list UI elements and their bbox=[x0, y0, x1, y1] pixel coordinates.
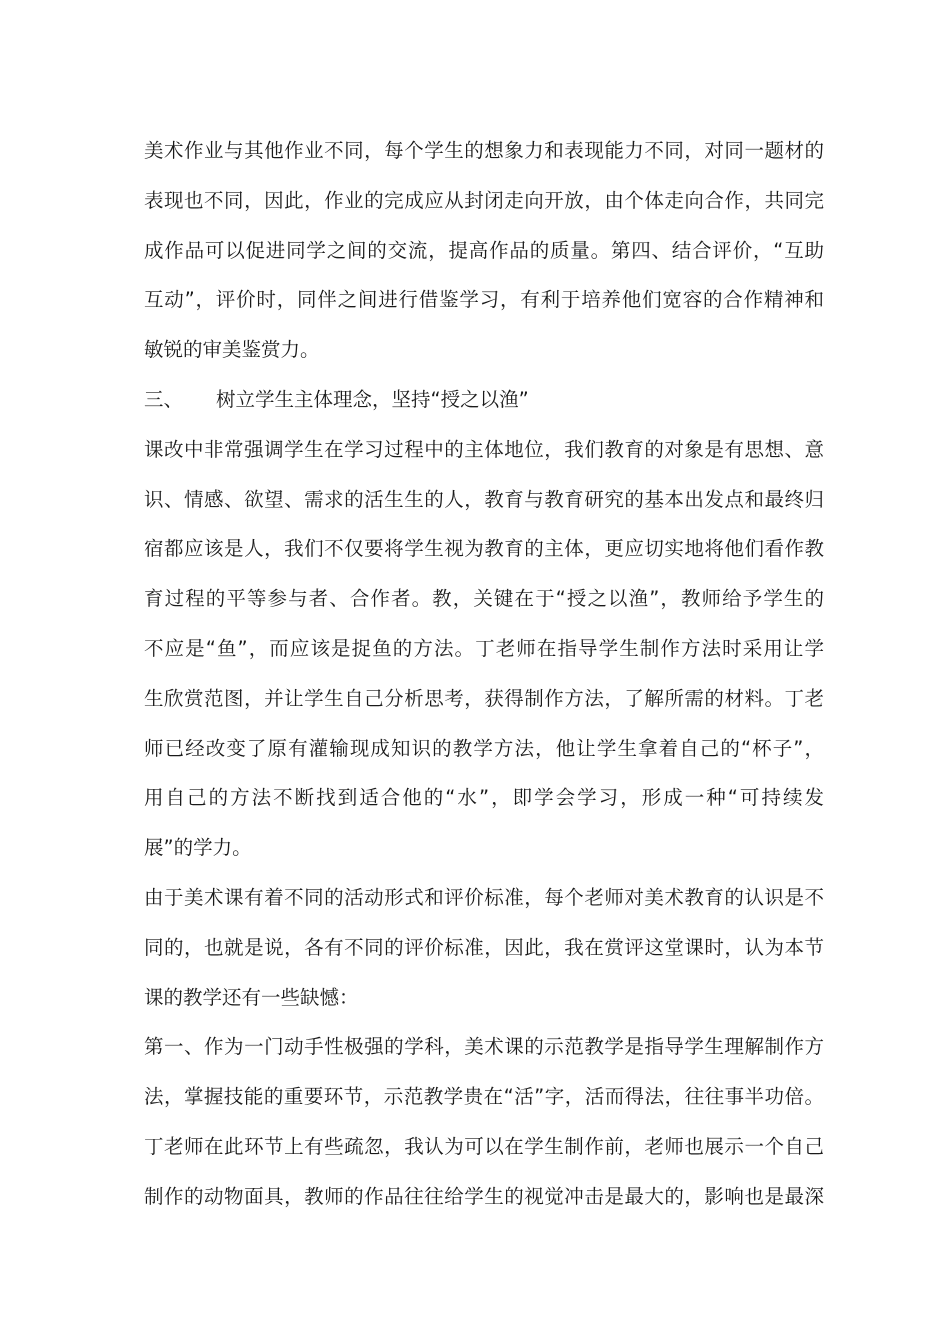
paragraph-2-line-2: 识、情感、欲望、需求的活生生的人，教育与教育研究的基本出发点和最终归 bbox=[144, 487, 824, 511]
paragraph-3-line-2: 同的，也就是说，各有不同的评价标准，因此，我在赏评这堂课时，认为本节 bbox=[144, 935, 824, 959]
paragraph-4-line-2: 法，掌握技能的重要环节，示范教学贵在“活”字，活而得法，往往事半功倍。 bbox=[144, 1085, 824, 1109]
paragraph-3-line-3: 课的教学还有一些缺憾： bbox=[144, 985, 359, 1009]
section-heading-number: 三、 bbox=[144, 387, 184, 411]
paragraph-2-line-1: 课改中非常强调学生在学习过程中的主体地位，我们教育的对象是有思想、意 bbox=[144, 437, 824, 461]
paragraph-3-line-1: 由于美术课有着不同的活动形式和评价标准，每个老师对美术教育的认识是不 bbox=[144, 885, 824, 909]
paragraph-4-line-4: 制作的动物面具，教师的作品往往给学生的视觉冲击是最大的，影响也是最深 bbox=[144, 1184, 824, 1208]
paragraph-1-line-1: 美术作业与其他作业不同，每个学生的想象力和表现能力不同，对同一题材的 bbox=[144, 139, 824, 162]
paragraph-1-line-5: 敏锐的审美鉴赏力。 bbox=[144, 338, 320, 362]
paragraph-1-line-2: 表现也不同，因此，作业的完成应从封闭走向开放，由个体走向合作，共同完 bbox=[144, 188, 824, 212]
paragraph-2-line-9: 展”的学力。 bbox=[144, 836, 252, 860]
paragraph-2-line-3: 宿都应该是人，我们不仅要将学生视为教育的主体，更应切实地将他们看作教 bbox=[144, 537, 824, 561]
paragraph-2-line-7: 师已经改变了原有灌输现成知识的教学方法，他让学生拿着自己的“杯子”， bbox=[144, 736, 824, 760]
section-heading-title: 树立学生主体理念，坚持“授之以渔” bbox=[216, 387, 529, 411]
section-heading bbox=[144, 381, 824, 431]
paragraph-1-line-3: 成作品可以促进同学之间的交流，提高作品的质量。第四、结合评价，“互助 bbox=[144, 238, 824, 262]
document-body bbox=[144, 132, 824, 1228]
paragraph-2-line-8: 用自己的方法不断找到适合他的“水”，即学会学习，形成一种“可持续发 bbox=[144, 786, 824, 810]
paragraph-4-line-1: 第一、作为一门动手性极强的学科，美术课的示范教学是指导学生理解制作方 bbox=[144, 1035, 824, 1059]
paragraph-2-line-4: 育过程的平等参与者、合作者。教，关键在于“授之以渔”，教师给予学生的 bbox=[144, 587, 824, 611]
paragraph-4-line-3: 丁老师在此环节上有些疏忽，我认为可以在学生制作前，老师也展示一个自己 bbox=[144, 1134, 824, 1158]
paragraph-2-line-5: 不应是“鱼”，而应该是捉鱼的方法。丁老师在指导学生制作方法时采用让学 bbox=[144, 636, 824, 660]
paragraph-1-line-4: 互动”，评价时，同伴之间进行借鉴学习，有利于培养他们宽容的合作精神和 bbox=[144, 288, 824, 312]
paragraph-2-line-6: 生欣赏范图，并让学生自己分析思考，获得制作方法，了解所需的材料。丁老 bbox=[144, 686, 824, 710]
